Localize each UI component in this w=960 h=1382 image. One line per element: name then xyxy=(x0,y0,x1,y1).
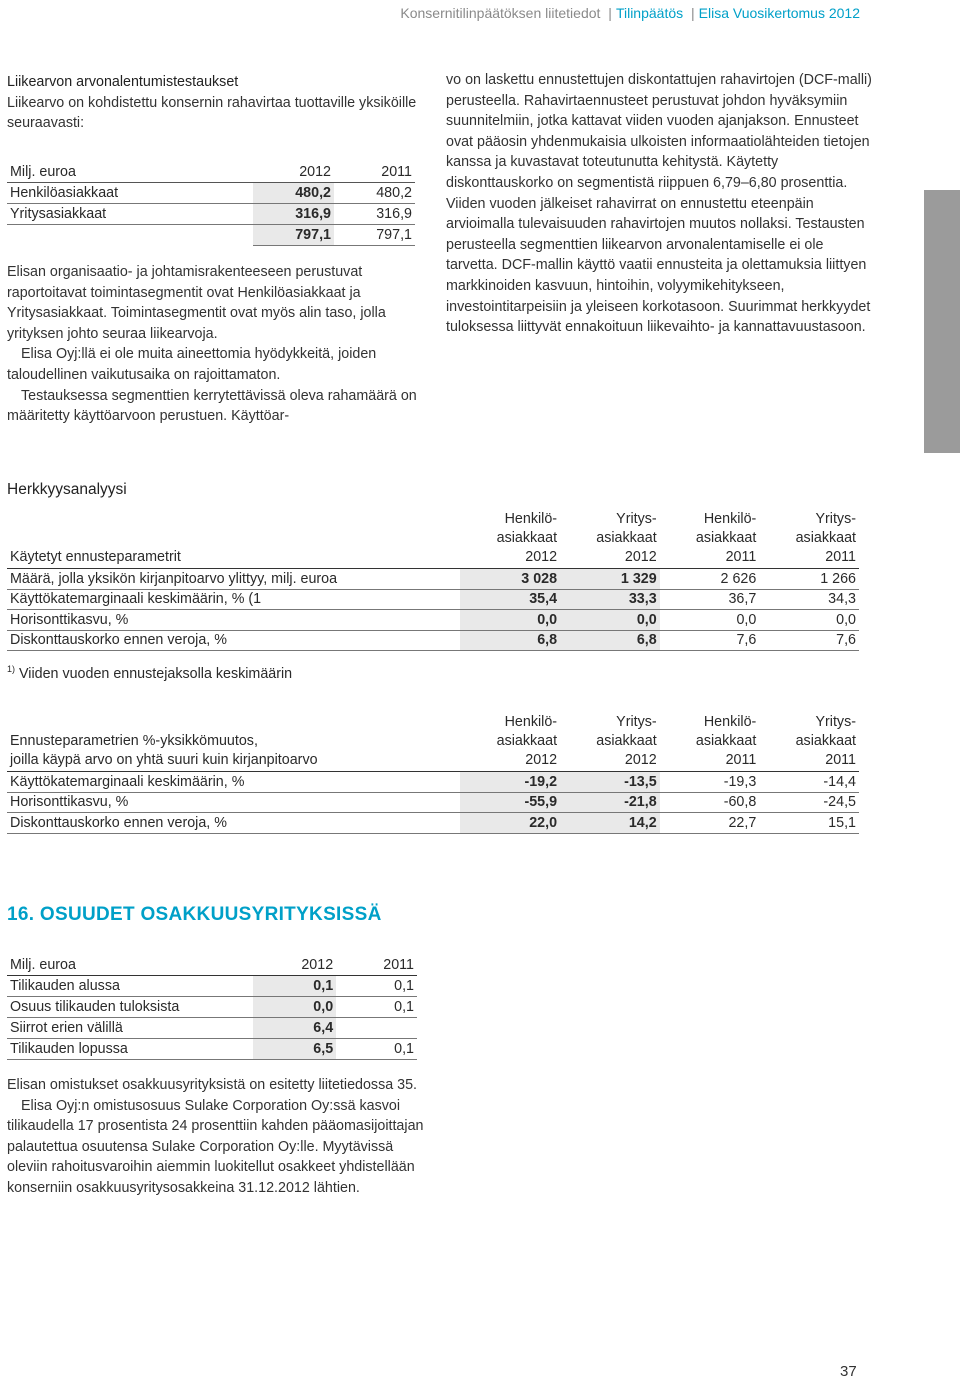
column-header: Yritys- asiakkaat 2012 xyxy=(560,510,660,569)
section-16-title: 16. OSUUDET OSAKKUUSYRITYKSISSÄ xyxy=(7,904,382,925)
table-cell: Henkilöasiakkaat xyxy=(7,183,253,204)
paragraph: Elisan omistukset osakkuusyrityksistä on esitetty liitetiedossa 35. xyxy=(7,1077,418,1093)
header-section: Konsernitilinpäätöksen liitetiedot xyxy=(400,5,601,21)
goodwill-intro-text: Liikearvo on kohdistettu konsernin rahavirtaa tuottaville yksiköille seuraavasti: xyxy=(7,94,417,132)
table-cell: 0,1 xyxy=(336,976,417,997)
page-header xyxy=(400,5,860,21)
page-number: 37 xyxy=(840,1363,857,1380)
associates-table xyxy=(7,955,417,1060)
paragraph: Elisa Oyj:llä ei ole muita aineettomia hyödykkeitä, joiden taloudellinen vaikutusaika on rajoittamaton. xyxy=(7,346,377,383)
table-header-row xyxy=(7,510,859,569)
paragraph: Testauksessa segmenttien kerrytettävissä oleva rahamäärä on määritetty käyttöarvoon perustuen. Käyttöar- xyxy=(7,387,417,425)
table-row xyxy=(7,183,415,204)
table-cell: 797,1 xyxy=(253,225,334,246)
table-cell: 33,3 xyxy=(560,589,660,610)
table-cell: 316,9 xyxy=(253,204,334,225)
table-row xyxy=(7,569,859,590)
footnote-text: Viiden vuoden ennustejaksolla keskimäärin xyxy=(19,665,293,682)
table-cell: Horisonttikasvu, % xyxy=(7,792,460,813)
table-cell: -19,3 xyxy=(660,772,760,793)
table-cell: 0,1 xyxy=(336,997,417,1018)
table-header-label: Ennusteparametrien %-yksikkömuutos, joilla käypä arvo on yhtä suuri kuin kirjanpitoarvo xyxy=(7,713,460,772)
table-row xyxy=(7,997,417,1018)
table-cell: -60,8 xyxy=(660,792,760,813)
table-row xyxy=(7,204,415,225)
column-header: Henkilö- asiakkaat 2012 xyxy=(460,713,560,772)
table-cell: 2 626 xyxy=(660,569,760,590)
table-row xyxy=(7,1039,417,1060)
table-row xyxy=(7,589,859,610)
table-header-cell: 2012 xyxy=(253,955,336,976)
table-cell: -13,5 xyxy=(560,772,660,793)
table-cell: Diskonttauskorko ennen veroja, % xyxy=(7,813,460,834)
table-header-cell: 2012 xyxy=(253,162,334,183)
table-row xyxy=(7,610,859,631)
table-cell: 6,8 xyxy=(460,630,560,651)
table-cell: 0,0 xyxy=(759,610,859,631)
table-header-cell: 2011 xyxy=(334,162,415,183)
table-cell: 22,7 xyxy=(660,813,760,834)
table-cell: 797,1 xyxy=(334,225,415,246)
right-column-text xyxy=(446,70,876,338)
table-cell: 36,7 xyxy=(660,589,760,610)
table-cell: 1 329 xyxy=(560,569,660,590)
table-cell: Tilikauden alussa xyxy=(7,976,253,997)
table-cell: 0,1 xyxy=(336,1039,417,1060)
table-cell: -24,5 xyxy=(759,792,859,813)
table-cell: Määrä, jolla yksikön kirjanpitoarvo ylittyy, milj. euroa xyxy=(7,569,460,590)
goodwill-heading: Liikearvon arvonalentumistestaukset xyxy=(7,74,239,90)
table-cell: 14,2 xyxy=(560,813,660,834)
table-cell: 34,3 xyxy=(759,589,859,610)
table-cell: -19,2 xyxy=(460,772,560,793)
column-header: Yritys- asiakkaat 2011 xyxy=(759,713,859,772)
table-header-row xyxy=(7,713,859,772)
table-cell: Yritysasiakkaat xyxy=(7,204,253,225)
section-16-text xyxy=(7,1075,427,1199)
sensitivity-table-1 xyxy=(7,510,859,651)
table-row xyxy=(7,792,859,813)
table-cell: 6,4 xyxy=(253,1018,336,1039)
left-column-intro xyxy=(7,72,419,134)
table-header-cell: Milj. euroa xyxy=(7,955,253,976)
column-header: Henkilö- asiakkaat 2012 xyxy=(460,510,560,569)
table-cell xyxy=(336,1018,417,1039)
table-cell: 7,6 xyxy=(660,630,760,651)
table-cell: 0,1 xyxy=(253,976,336,997)
table-row xyxy=(7,813,859,834)
table-row xyxy=(7,772,859,793)
table-cell: Käyttökatemarginaali keskimäärin, % (1 xyxy=(7,589,460,610)
sensitivity-title: Herkkyysanalyysi xyxy=(7,481,127,498)
table-row xyxy=(7,1018,417,1039)
header-link-vuosikertomus[interactable]: Elisa Vuosikertomus 2012 xyxy=(698,5,860,21)
table-cell: 480,2 xyxy=(253,183,334,204)
table-cell: 316,9 xyxy=(334,204,415,225)
table-header-row xyxy=(7,955,417,976)
table-row xyxy=(7,976,417,997)
footnote-mark: 1) xyxy=(7,664,16,674)
goodwill-table xyxy=(7,162,415,246)
paragraph: Elisa Oyj:n omistusosuus Sulake Corporation Oy:ssä kasvoi tilikaudella 17 prosentista 24 prosenttiin kahden pääomasijoittajan palautettua osuutensa Sulake Corporation Oy:lle. Myytävissä oleviin rahoitusvaroihin aiemmin luokitellut osakkeet yhdistellään konserniin osakkuusyritysosakkeina 31.12.2012 lähtien. xyxy=(7,1097,424,1196)
table-cell: -55,9 xyxy=(460,792,560,813)
table-cell: 0,0 xyxy=(660,610,760,631)
table-cell: Diskonttauskorko ennen veroja, % xyxy=(7,630,460,651)
table-cell: 35,4 xyxy=(460,589,560,610)
column-header: Henkilö- asiakkaat 2011 xyxy=(660,713,760,772)
table-cell: Osuus tilikauden tuloksista xyxy=(7,997,253,1018)
column-header: Henkilö- asiakkaat 2011 xyxy=(660,510,760,569)
table-cell: Siirrot erien välillä xyxy=(7,1018,253,1039)
side-tab-marker xyxy=(924,190,960,453)
table-header-label: Käytetyt ennusteparametrit xyxy=(7,510,460,569)
header-separator-2: | xyxy=(691,5,695,21)
table-row-total xyxy=(7,225,415,246)
table-cell: Horisonttikasvu, % xyxy=(7,610,460,631)
table-cell: -21,8 xyxy=(560,792,660,813)
sensitivity-table-2 xyxy=(7,713,859,834)
table-header-cell: 2011 xyxy=(336,955,417,976)
header-separator: | xyxy=(608,5,612,21)
table-header-cell: Milj. euroa xyxy=(7,162,253,183)
table-cell: Tilikauden lopussa xyxy=(7,1039,253,1060)
column-header: Yritys- asiakkaat 2012 xyxy=(560,713,660,772)
table-cell: 7,6 xyxy=(759,630,859,651)
table-cell: Käyttökatemarginaali keskimäärin, % xyxy=(7,772,460,793)
column-header: Yritys- asiakkaat 2011 xyxy=(759,510,859,569)
table-cell: 1 266 xyxy=(759,569,859,590)
table-cell: 480,2 xyxy=(334,183,415,204)
table-cell: 0,0 xyxy=(560,610,660,631)
table-cell: 0,0 xyxy=(460,610,560,631)
footnote xyxy=(7,664,292,682)
paragraph: vo on laskettu ennustettujen diskontattujen rahavirtojen (DCF-malli) perusteella. Rahavirtaennusteet perustuvat johdon hyväksymiin suunnitelmiin, jotka kattavat viiden vuoden ajanjakson. Ennusteet ovat pääosin yhdenmukaisia ulkoisten informaatiolähteiden tietojen kanssa ja kuvastavat toteutunutta kehitystä. Käytetty diskonttauskorko on segmentistä riippuen 6,79–6,80 prosenttia. Viiden vuoden jälkeiset rahavirrat on ennustettu eteenpäin arvioimalla tulevaisuuden rahavirtojen muutos nollaksi. Testausten perusteella segmenttien liikearvon arvonalentamiselle ei ole tarvetta. DCF-mallin käyttö vaatii ennusteita ja olettamuksia liittyen markkinoiden kasvuun, hintoihin, volyymikehitykseen, investointitarpeisiin ja yleiseen korkotasoon. Suurimmat herkkyydet tuloksessa liittyvät ennakoituun liikevaihto- ja kannattavuustasoon. xyxy=(446,72,872,336)
table-row xyxy=(7,630,859,651)
table-cell: 0,0 xyxy=(253,997,336,1018)
table-cell: 22,0 xyxy=(460,813,560,834)
table-cell: 6,5 xyxy=(253,1039,336,1060)
table-cell: 15,1 xyxy=(759,813,859,834)
table-cell: -14,4 xyxy=(759,772,859,793)
paragraph: Elisan organisaatio- ja johtamisrakenteeseen perustuvat raportoitavat toimintasegmentit ovat Henkilöasiakkaat ja Yritysasiakkaat. Toimintasegmentit ovat myös alin taso, jolla yrityksen johto seuraa liikearvoja. xyxy=(7,264,386,342)
left-column-text xyxy=(7,262,419,427)
table-cell: 3 028 xyxy=(460,569,560,590)
table-cell xyxy=(7,225,253,246)
table-header-row xyxy=(7,162,415,183)
header-link-tilinpaatos[interactable]: Tilinpäätös xyxy=(615,5,684,21)
table-cell: 6,8 xyxy=(560,630,660,651)
